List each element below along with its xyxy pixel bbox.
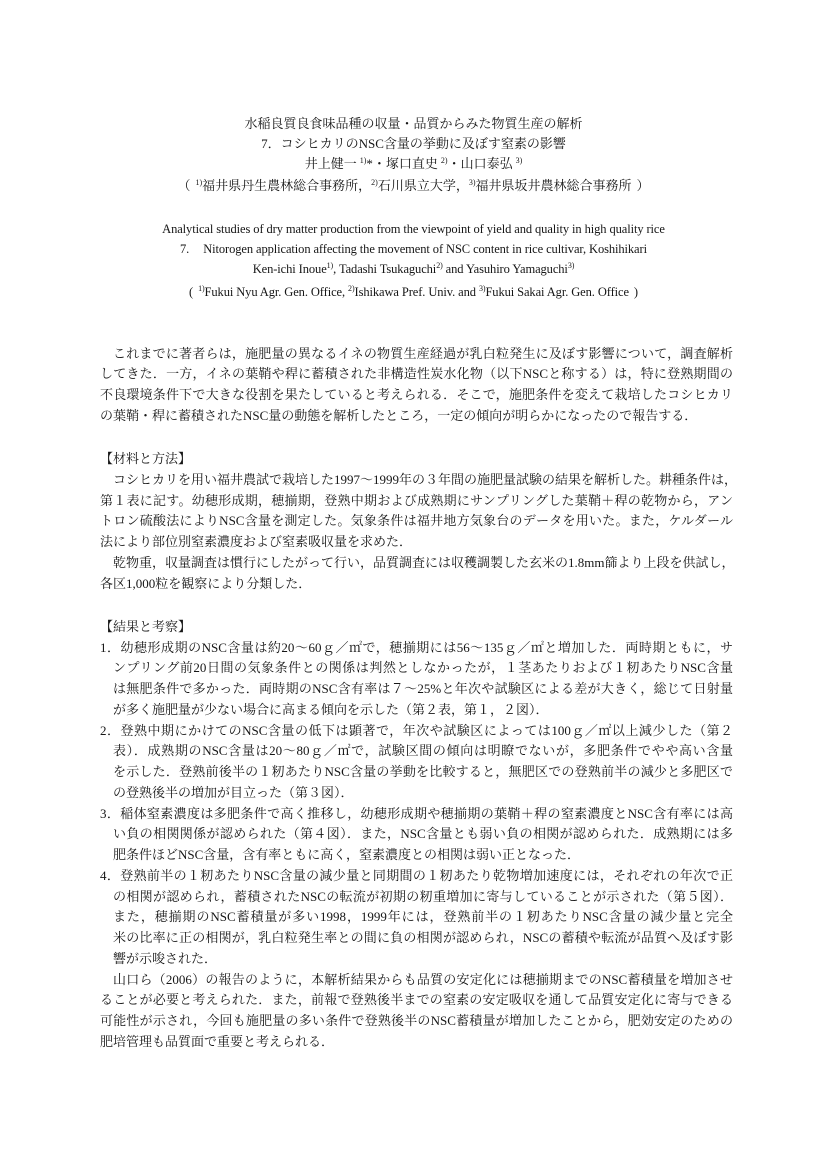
affiliation-separator: ， xyxy=(358,177,372,193)
series-title-en: Analytical studies of dry matter production from the viewpoint of yield and quality in high quality rice xyxy=(162,221,665,236)
affiliation-line-ja xyxy=(0,176,827,198)
affiliation-open-paren: （ xyxy=(177,177,191,193)
text-line: 各区1,000粒を観察により分類した． xyxy=(100,575,312,591)
author-separator: ・ xyxy=(447,155,461,171)
text-line: ることが必要と考えられた．また，前報で登熟後半までの窒素の安定吸収を通して品質安定化に寄与できる xyxy=(100,992,733,1008)
affiliation-mark: 3) xyxy=(468,177,476,187)
introduction-section xyxy=(100,344,733,427)
item-text: 幼穂形成期のNSC含量は約20～60ｇ／㎡で，穂揃期には56～135ｇ／㎡と増加した．両時期ともに，サ xyxy=(120,639,733,655)
section-heading-methods: 【材料と方法】 xyxy=(100,451,192,467)
text-line: 肥培管理も品質面で重要と考えられる． xyxy=(100,1033,335,1049)
author-name: 塚口直史 xyxy=(385,155,438,171)
text-line: 響が示唆された． xyxy=(113,950,218,966)
result-item-4 xyxy=(100,866,733,970)
methods-section xyxy=(100,449,738,594)
affiliation-mark: 1) xyxy=(326,261,334,271)
affiliation-mark: 3) xyxy=(567,261,575,271)
text-line: 肥条件ほどNSC含量，含有率ともに高く，窒素濃度との相関は弱い正となった． xyxy=(113,847,581,863)
title-block-en xyxy=(0,219,827,304)
item-number: 4． xyxy=(100,867,121,883)
section-heading-results: 【結果と考察】 xyxy=(100,618,192,634)
item-number: 3． xyxy=(100,805,121,821)
result-item-3 xyxy=(100,804,733,866)
text-line: また，穂揃期のNSC蓄積量が多い1998，1999年には，登熟前半の１籾あたりNSC含量の減少量と完全 xyxy=(113,909,733,925)
affiliation-mark: 2) xyxy=(436,261,443,271)
item-number: 1． xyxy=(100,639,121,655)
text-line: 山口ら（2006）の報告のように，本解析結果からも品質の安定化には穂揃期までのNSC蓄積量を増加させ xyxy=(113,971,733,987)
affiliation-separator: and xyxy=(455,284,479,299)
text-line: が多く施肥量が少ない場合に高まる傾向を示した（第２表，第１，２図）． xyxy=(113,701,549,717)
text-line xyxy=(100,866,733,887)
text-line xyxy=(100,721,733,742)
paper-title-en xyxy=(0,239,827,259)
text-line: 第１表に記す。幼穂形成期，穂揃期，登熟中期および成熟期にサンプリングした葉鞘＋稈の乾物から，アン xyxy=(100,492,733,508)
text-line: 法により部位別窒素濃度および窒素吸収量を求めた． xyxy=(100,534,413,550)
affiliation-mark: 1) xyxy=(198,283,205,293)
body-text xyxy=(100,344,738,1053)
author-separator: ・ xyxy=(372,155,386,171)
text-line: トロン硫酸法によりNSC含量を測定した。気象条件は福井地方気象台のデータを用いた。また，ケルダール xyxy=(100,513,733,529)
item-text: 登熟中期にかけてのNSC含量の低下は顕著で，年次や試験区によっては100ｇ／㎡以上減少した（第２ xyxy=(120,722,733,738)
affiliation-mark: 2) xyxy=(440,155,448,165)
author-name: Tadashi Tsukaguchi xyxy=(338,262,437,277)
paper-number-en: 7. xyxy=(180,242,190,257)
text-line xyxy=(100,638,733,659)
author-separator: , xyxy=(333,262,339,277)
affiliation-mark: 2) xyxy=(371,177,378,187)
affiliation-mark: 1) xyxy=(195,177,203,187)
text-line: の登熟後半の増加が目立った（第３図）． xyxy=(113,784,354,800)
affiliation-separator: ， xyxy=(455,177,469,193)
item-number: 2． xyxy=(100,722,121,738)
text-line: を示した．登熟前後半の１籾あたりNSC含量の挙動を比較すると，無肥区での登熟前半の減少と多肥区で xyxy=(113,764,733,780)
author-name: Yasuhiro Yamaguchi xyxy=(466,262,568,277)
affiliation-open-paren: ( xyxy=(189,284,194,299)
author-line-ja xyxy=(0,154,827,176)
author-name: 山口泰弘 xyxy=(460,155,513,171)
text-line: コシヒカリを用い福井農試で栽培した1997～1999年の３年間の施肥量試験の結果を解析した。耕種条件は， xyxy=(113,471,738,487)
result-item-2 xyxy=(100,721,733,804)
author-line-en xyxy=(0,259,827,281)
text-line: 不良環境条件下で大きな役割を果たしていると考えられる．そこで，施肥条件を変えて栽培したコシヒカリ xyxy=(100,387,733,403)
affiliation-mark: 2) xyxy=(348,283,355,293)
author-name: Ken-ichi Inoue xyxy=(252,262,327,277)
affiliation-name: 福井県坂井農林総合事務所 xyxy=(475,177,632,193)
title-block-ja xyxy=(0,114,827,198)
affiliation-mark: 1) xyxy=(359,155,367,165)
affiliation-name: 石川県立大学 xyxy=(377,177,456,193)
affiliation-name: Fukui Sakai Agr. Gen. Office xyxy=(485,284,629,299)
affiliation-name: Fukui Nyu Agr. Gen. Office xyxy=(204,284,342,299)
text-line: 表）．成熟期のNSC含量は20～80ｇ／㎡で，試験区間の傾向は明瞭でないが，多肥条件でやや高い含量 xyxy=(113,743,733,759)
text-line: 乾物重，収量調査は慣行にしたがって行い，品質調査には収穫調製した玄米の1.8mm篩より上段を供試し， xyxy=(113,554,735,570)
affiliation-mark: 3) xyxy=(478,283,486,293)
text-line: ンプリング前20日間の気象条件との関係は判然としなかったが，１茎あたりおよび１籾あたりNSC含量 xyxy=(113,660,733,676)
text-line: 可能性が示され，今回も施肥量の多い条件で登熟後半のNSC蓄積量が増加したことから，肥効安定のための xyxy=(100,1013,733,1029)
author-name: 井上健一 xyxy=(304,155,357,171)
series-title-ja: 水稲良質良食味品種の収量・品質からみた物質生産の解析 xyxy=(244,115,583,131)
text-line: の相関が認められ，蓄積されたNSCの転流が初期の籾重増加に寄与していることが示された（第５図）． xyxy=(113,888,733,904)
corresponding-author-mark: * xyxy=(366,155,373,171)
text-line xyxy=(100,804,733,825)
text-line: してきた．一方，イネの葉鞘や稈に蓄積された非構造性炭水化物（以下NSCと称する）は，特に登熟期間の xyxy=(100,366,733,382)
affiliation-line-en xyxy=(0,282,827,304)
affiliation-separator: , xyxy=(341,284,349,299)
text-line: これまでに著者らは，施肥量の異なるイネの物質生産経過が乳白粒発生に及ぼす影響について，調査解析 xyxy=(113,345,733,361)
text-line: 米の比率に正の相関が，乳白粒発生率との間に負の相関が認められ，NSCの蓄積や転流が品質へ及ぼす影 xyxy=(113,930,733,946)
item-text: 稲体窒素濃度は多肥条件で高く推移し，幼穂形成期や穂揃期の葉鞘＋稈の窒素濃度とNSC含有率には高 xyxy=(120,805,733,821)
affiliation-close-paren: ） xyxy=(636,177,650,193)
closing-paragraph xyxy=(100,970,733,1053)
affiliation-mark: 3) xyxy=(515,155,523,165)
text-line: は無肥条件で多かった．両時期のNSC含有率は７～25%と年次や試験区による差が大きく，総じて日射量 xyxy=(113,681,733,697)
paper-title-ja: 7．コシヒカリのNSC含量の挙動に及ぼす窒素の影響 xyxy=(261,135,566,151)
affiliation-name: 福井県丹生農林総合事務所 xyxy=(202,177,359,193)
methods-paragraph xyxy=(100,553,733,595)
text-line: い負の相関関係が認められた（第４図）．また，NSC含量とも弱い負の相関が認められた．成熟期には多 xyxy=(113,826,733,842)
item-text: 登熟前半の１籾あたりNSC含量の減少量と同期間の１籾あたり乾物増加速度には，それぞれの年次で正 xyxy=(120,867,733,883)
results-section xyxy=(100,617,733,1053)
result-item-1 xyxy=(100,638,733,721)
affiliation-close-paren: ) xyxy=(633,284,638,299)
methods-paragraph xyxy=(100,470,738,553)
author-separator: and xyxy=(442,262,466,277)
affiliation-name: Ishikawa Pref. Univ. xyxy=(354,284,456,299)
text-line: の葉鞘・稈に蓄積されたNSC量の動態を解析したところ，一定の傾向が明らかになったので報告する． xyxy=(100,407,698,423)
paper-title-text-en: Nitorogen application affecting the movement of NSC content in rice cultivar, Koshihikari xyxy=(203,242,647,257)
